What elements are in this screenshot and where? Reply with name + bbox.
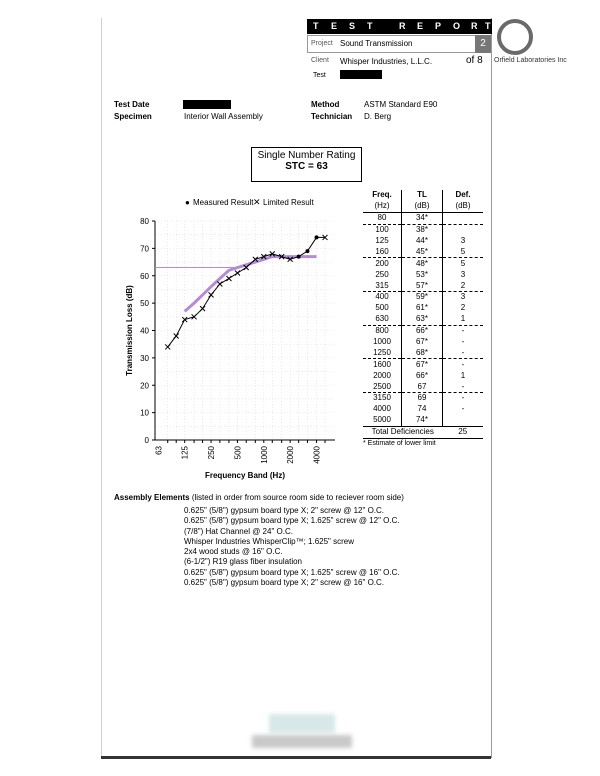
table-row-cell: 38* <box>402 224 443 235</box>
table-row-cell: - <box>461 404 465 414</box>
table-row-cell: 250 <box>375 269 389 279</box>
limited-point <box>165 344 170 349</box>
y-tick-label: 50 <box>140 299 149 309</box>
table-row-cell: 59* <box>402 292 443 303</box>
table-row-cell: 66* <box>402 370 443 381</box>
table-row-cell: - <box>461 347 465 357</box>
table-row-cell: 4000 <box>373 404 391 414</box>
table-row-cell: 69 <box>402 393 443 404</box>
total-label: Total Deficiencies <box>371 427 434 437</box>
table-header-cell: Def. <box>455 190 471 200</box>
redacted-test-date <box>183 100 231 109</box>
table-row <box>363 224 483 235</box>
table-row <box>363 337 483 348</box>
table-row <box>363 236 483 247</box>
page-of: of 8 <box>466 55 483 66</box>
table-row-cell: 67 <box>402 381 443 392</box>
table-row-cell: 500 <box>375 303 389 313</box>
measured-point <box>297 255 301 259</box>
table-row-cell: 315 <box>375 280 389 290</box>
x-tick-label: 125 <box>180 446 190 460</box>
table-row-cell: 5 <box>460 258 466 268</box>
blurred-footer-mark <box>269 714 335 733</box>
table-row-cell <box>443 415 484 426</box>
specimen-label: Specimen <box>114 112 152 121</box>
y-tick-label: 10 <box>140 408 149 418</box>
redacted-test-id <box>340 70 382 79</box>
table-units-cell: (dB) <box>402 201 443 212</box>
table-row-cell: 200 <box>375 258 389 268</box>
assembly-item: (7/8") Hat Channel @ 24" O.C. <box>184 526 293 536</box>
table-row-cell: - <box>461 337 465 347</box>
footnote: * Estimate of lower limit <box>363 440 436 448</box>
y-tick-label: 30 <box>140 353 149 363</box>
table-row-cell: - <box>461 393 465 403</box>
table-row <box>363 258 483 269</box>
table-row-cell: 53* <box>402 269 443 280</box>
table-row <box>363 359 483 370</box>
test-date-label: Test Date <box>114 100 150 109</box>
page-number-badge: 2 <box>475 35 491 53</box>
table-row-cell: 3 <box>460 269 466 279</box>
table-row-cell: 34* <box>402 212 443 224</box>
method-value: ASTM Standard E90 <box>364 100 438 109</box>
table-row-cell: 74* <box>402 415 443 426</box>
measured-point <box>305 249 309 253</box>
table-row-cell: 2500 <box>373 381 391 391</box>
table-row-cell: 800 <box>375 326 389 336</box>
table-row <box>363 393 483 404</box>
table-row-cell: 66* <box>402 325 443 336</box>
x-tick-label: 4000 <box>312 446 322 464</box>
table-row <box>363 370 483 381</box>
table-row <box>363 415 483 426</box>
table-row-cell: - <box>461 381 465 391</box>
table-row-cell: 57* <box>402 280 443 291</box>
table-row-cell: 2 <box>460 303 466 313</box>
banner-letter: T <box>313 21 319 31</box>
table-row <box>363 269 483 280</box>
table-row-cell: 63* <box>402 314 443 325</box>
banner-letter: T <box>485 21 491 31</box>
x-tick-label: 2000 <box>286 446 296 464</box>
x-tick-label: 500 <box>233 446 243 460</box>
measured-point <box>315 235 319 239</box>
y-tick-label: 40 <box>140 326 149 336</box>
technician-label: Technician <box>311 112 353 121</box>
table-row-cell: - <box>461 359 465 369</box>
banner-letter: E <box>417 21 424 31</box>
table-units <box>363 201 483 212</box>
blurred-footer-text <box>252 735 352 748</box>
method-label: Method <box>311 100 340 109</box>
table-row-cell: 74 <box>402 404 443 415</box>
banner-letter: O <box>453 21 461 31</box>
table-header <box>363 190 483 201</box>
banner-letter: E <box>331 21 338 31</box>
table-row <box>363 212 483 224</box>
table-header-cell: TL <box>402 190 443 201</box>
assembly-heading-note: (listed in order from source room side to reciever room side) <box>191 493 404 502</box>
y-tick-label: 70 <box>140 244 149 254</box>
table-row <box>363 314 483 325</box>
table-row-cell <box>443 224 484 235</box>
table-row <box>363 246 483 257</box>
table-row-cell: 160 <box>375 246 389 256</box>
assembly-item: 2x4 wood studs @ 16" O.C. <box>184 547 283 557</box>
table-row-cell: - <box>461 326 465 336</box>
assembly-item: (6-1/2") R19 glass fiber insulation <box>184 557 303 567</box>
table-row-cell: 400 <box>375 292 389 302</box>
assembly-item: 0.625" (5/8") gypsum board type X; 2" screw @ 12" O.C. <box>184 506 385 515</box>
stc-rating-box <box>251 147 362 182</box>
table-row-cell: 48* <box>402 258 443 269</box>
banner-letter: R <box>399 21 406 31</box>
project-value: Sound Transmission <box>340 39 413 48</box>
rating-title: Single Number Rating <box>257 150 356 161</box>
orfield-logo-ring-icon <box>497 19 533 55</box>
table-row-cell <box>443 212 484 224</box>
table-row-cell: 68* <box>402 347 443 358</box>
table-row-cell: 630 <box>375 314 389 324</box>
client-label: Client <box>311 57 329 64</box>
y-tick-label: 80 <box>140 217 149 226</box>
table-row <box>363 404 483 415</box>
table-row-cell: 5 <box>460 246 466 256</box>
total-value: 25 <box>458 427 468 437</box>
x-axis-label: Frequency Band (Hz) <box>204 471 286 480</box>
table-row-cell: 2000 <box>373 370 391 380</box>
assembly-item: 0.625" (5/8") gypsum board type X; 2" screw @ 16" O.C. <box>184 578 385 588</box>
legend-limited-marker: ✕ <box>253 197 261 207</box>
table-units-cell: (Hz) <box>374 201 390 211</box>
table-row <box>363 280 483 291</box>
table-row-cell: 2 <box>460 280 466 290</box>
client-value: Whisper Industries, L.L.C. <box>340 57 433 66</box>
table-row-cell: 5000 <box>373 415 391 425</box>
limited-point <box>174 333 179 338</box>
table-row-cell: 3 <box>460 236 466 245</box>
test-report-banner <box>307 19 492 34</box>
table-row <box>363 292 483 303</box>
table-row-cell: 80 <box>377 213 387 223</box>
table-row-cell: 67* <box>402 337 443 348</box>
table-header-cell: Freq. <box>372 190 392 200</box>
assembly-list <box>184 506 400 588</box>
assembly-item: 0.625" (5/8") gypsum board type X; 1.625" screw @ 12" O.C. <box>184 516 400 526</box>
assembly-item: 0.625" (5/8") gypsum board type X; 1.625" screw @ 16" O.C. <box>184 567 400 577</box>
table-row-cell: 1000 <box>373 337 391 347</box>
limited-point <box>200 306 205 311</box>
legend-limited-label: Limited Result <box>263 198 314 207</box>
legend-measured-label: Measured Result <box>193 198 254 207</box>
test-label: Test <box>313 72 326 79</box>
table-row-cell: 1250 <box>373 347 391 357</box>
page-bottom-border <box>101 756 491 759</box>
assembly-heading: Assembly Elements <box>114 493 190 502</box>
y-tick-label: 60 <box>140 271 149 281</box>
table-row-cell: 1 <box>460 314 466 324</box>
y-tick-label: 0 <box>144 436 149 445</box>
table-row-cell: 67* <box>402 359 443 370</box>
limited-point <box>235 271 240 276</box>
table-row-cell: 1600 <box>373 359 391 369</box>
table-units-cell: (dB) <box>455 201 471 211</box>
table-row <box>363 303 483 314</box>
assembly-heading-line <box>114 493 404 502</box>
technician-value: D. Berg <box>364 112 392 121</box>
table-row <box>363 325 483 336</box>
banner-letter: R <box>471 21 478 31</box>
stc-value: STC = 63 <box>285 161 328 172</box>
banner-letter: P <box>435 21 442 31</box>
banner-letter: T <box>367 21 373 31</box>
project-label: Project <box>311 40 333 47</box>
table-row-cell: 45* <box>402 246 443 257</box>
assembly-item: Whisper Industries WhisperClip™; 1.625" screw <box>184 536 355 546</box>
table-row <box>363 347 483 358</box>
table-row-cell: 3150 <box>373 393 391 403</box>
x-tick-label: 63 <box>154 446 164 455</box>
tl-chart <box>110 210 350 480</box>
table-row-cell: 44* <box>402 236 443 247</box>
company-name: Orfield Laboratories Inc <box>494 57 567 64</box>
table-row-cell: 1 <box>460 370 466 380</box>
table-row-cell: 100 <box>375 225 389 235</box>
x-tick-label: 250 <box>207 446 217 460</box>
table-row-cell: 61* <box>402 303 443 314</box>
y-tick-label: 20 <box>140 381 149 391</box>
frequency-table <box>363 190 483 449</box>
specimen-value: Interior Wall Assembly <box>184 112 263 121</box>
table-row-cell: 3 <box>460 292 466 302</box>
banner-letter: S <box>349 21 356 31</box>
y-axis-label: Transmission Loss (dB) <box>125 285 134 376</box>
x-tick-label: 1000 <box>259 446 269 464</box>
limited-point <box>217 281 222 286</box>
legend-measured-marker: ● <box>185 198 190 207</box>
table-row <box>363 381 483 392</box>
table-row-cell: 125 <box>375 236 389 245</box>
limited-point <box>226 276 231 281</box>
total-row <box>363 426 483 438</box>
